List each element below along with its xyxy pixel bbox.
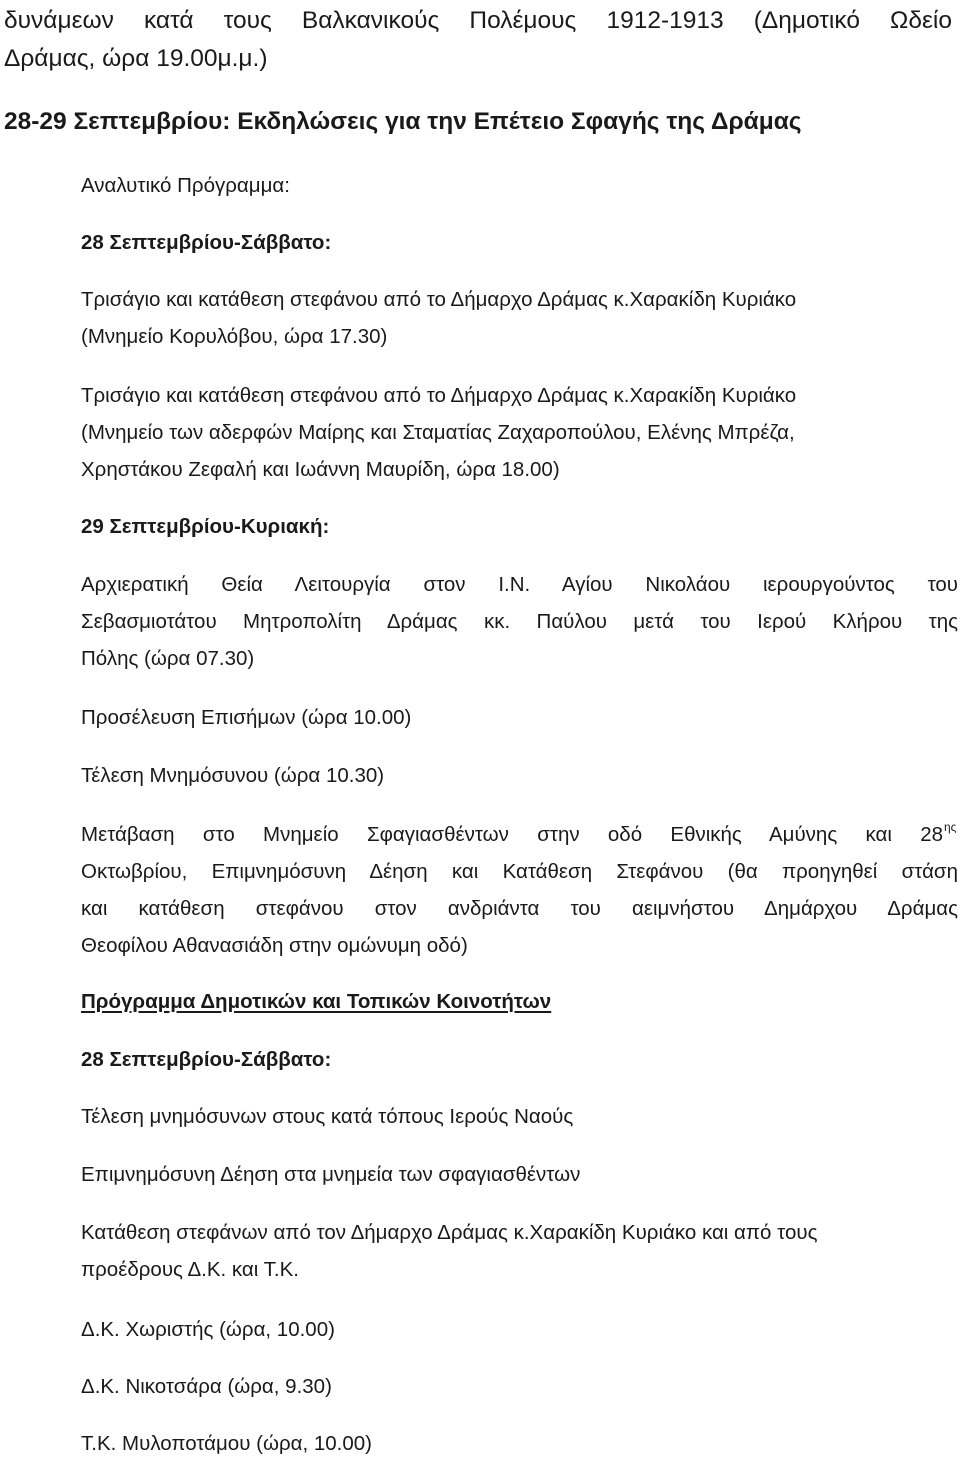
intro-line-1: δυνάμεων κατά τους Βαλκανικούς Πολέμους 1912-1913 (Δημοτικό Ωδείο bbox=[4, 7, 952, 34]
event-title: 28-29 Σεπτεμβρίου: Εκδηλώσεις για την Επέτειο Σφαγής της Δράμας bbox=[4, 108, 802, 135]
arrival-line: Προσέλευση Επισήμων (ώρα 10.00) bbox=[81, 706, 412, 729]
day1-heading: 28 Σεπτεμβρίου-Σάββατο: bbox=[81, 231, 332, 254]
transfer-line-3: και κατάθεση στεφάνου στον ανδριάντα του αειμνήστου Δημάρχου Δράμας bbox=[81, 897, 958, 920]
local-program-heading: 28 Σεπτεμβρίου-Σάββατο: bbox=[81, 1048, 332, 1071]
day1-item1-line2: (Μνημείο Κορυλόβου, ώρα 17.30) bbox=[81, 325, 388, 348]
liturgy-line-1: Αρχιερατική Θεία Λειτουργία στον Ι.Ν. Αγίου Νικολάου ιερουργούντος του bbox=[81, 573, 958, 596]
day1-item2-line2: (Μνημείο των αδερφών Μαίρης και Σταματίας Ζαχαροπούλου, Ελένης Μπρέζα, bbox=[81, 421, 795, 444]
local-program-title: Πρόγραμμα Δημοτικών και Τοπικών Κοινοτήτων bbox=[81, 990, 552, 1013]
transfer-line-1 bbox=[81, 816, 943, 853]
program-label: Αναλυτικό Πρόγραμμα: bbox=[81, 174, 290, 197]
community-mylopotamos: Τ.Κ. Μυλοποτάμου (ώρα, 10.00) bbox=[81, 1432, 372, 1455]
intro-line-2: Δράμας, ώρα 19.00μ.μ.) bbox=[4, 45, 268, 72]
local-item-1: Τέλεση μνημόσυνων στους κατά τόπους Ιερούς Ναούς bbox=[81, 1105, 574, 1128]
day1-item2-line3: Χρηστάκου Ζεφαλή και Ιωάννη Μαυρίδη, ώρα 18.00) bbox=[81, 458, 560, 481]
local-item-3-line-2: προέδρους Δ.Κ. και Τ.Κ. bbox=[81, 1258, 299, 1281]
liturgy-line-3: Πόλης (ώρα 07.30) bbox=[81, 647, 255, 670]
community-choristi: Δ.Κ. Χωριστής (ώρα, 10.00) bbox=[81, 1318, 335, 1341]
day1-item1-line1: Τρισάγιο και κατάθεση στεφάνου από το Δήμαρχο Δράμας κ.Χαρακίδη Κυριάκο bbox=[81, 288, 797, 311]
local-item-2: Επιμνημόσυνη Δέηση στα μνημεία των σφαγιασθέντων bbox=[81, 1163, 581, 1186]
day2-heading: 29 Σεπτεμβρίου-Κυριακή: bbox=[81, 515, 330, 538]
document-page: δυνάμεων κατά τους Βαλκανικούς Πολέμους 1912-1913 (Δημοτικό Ωδείο Δράμας, ώρα 19.00μ.μ.) 28-29 Σεπτεμβρίου: Εκδηλώσεις για την Επέτειο Σφαγής της Δράμας Αναλυτικό Πρόγραμμα: 28 Σεπτεμβρίου-Σάββατο: Τρισάγιο και κατάθεση στεφάνου από το Δήμαρχο Δράμας κ.Χαρακίδη Κυριάκο (Μνημείο Κορυλόβου, ώρα 17.30) Τρισάγιο και κατάθεση στεφάνου από το Δήμαρχο Δράμας κ.Χαρακίδη Κυριάκο (Μνημείο των αδερφών Μαίρης και Σταματίας Ζαχαροπούλου, Ελένης Μπρέζα, Χρηστάκου Ζεφαλή και Ιωάννη Μαυρίδη, ώρα 18.00) 29 Σεπτεμβρίου-Κυριακή: Αρχιερατική Θεία Λειτουργία στον Ι.Ν. Αγίου Νικολάου ιερουργούντος του Σεβασμιοτάτου Μητροπολίτη Δράμας κκ. Παύλου μετά του Ιερού Κλήρου της Πόλης (ώρα 07.30) Προσέλευση Επισήμων (ώρα 10.00) Τέλεση Μνημόσυνου (ώρα 10.30) Μετάβαση στο Μνημείο Σφαγιασθέντων στην οδό Εθνικής Αμύνης και 28 ης Οκτωβρίου, Επιμνημόσυνη Δέηση και Κατάθεση Στεφάνου (θα προηγηθεί στάση και κατάθεση στεφάνου στον ανδριάντα του αειμνήστου Δημάρχου Δράμας Θεοφίλου Αθανασιάδη στην ομώνυμη οδό) Πρόγραμμα Δημοτικών και Τοπικών Κοινοτήτων 28 Σεπτεμβρίου-Σάββατο: Τέλεση μνημόσυνων στους κατά τόπους Ιερούς Ναούς Επιμνημόσυνη Δέηση στα μνημεία των σφαγιασθέντων Κατάθεση στεφάνων από τον Δήμαρχο Δράμας κ.Χαρακίδη Κυριάκο και από τους προέδρους Δ.Κ. και Τ.Κ. Δ.Κ. Χωριστής (ώρα, 10.00) Δ.Κ. Νικοτσάρα (ώρα, 9.30) Τ.Κ. Μυλοποτάμου (ώρα, 10.00) bbox=[0, 0, 960, 1461]
transfer-line-1-text: Μετάβαση στο Μνημείο Σφαγιασθέντων στην οδό Εθνικής Αμύνης και 28 bbox=[81, 823, 943, 846]
transfer-line-2: Οκτωβρίου, Επιμνημόσυνη Δέηση και Κατάθεση Στεφάνου (θα προηγηθεί στάση bbox=[81, 860, 958, 883]
day1-item2-line1: Τρισάγιο και κατάθεση στεφάνου από το Δήμαρχο Δράμας κ.Χαρακίδη Κυριάκο bbox=[81, 384, 797, 407]
liturgy-line-2: Σεβασμιοτάτου Μητροπολίτη Δράμας κκ. Παύλου μετά του Ιερού Κλήρου της bbox=[81, 610, 958, 633]
community-nikotsara: Δ.Κ. Νικοτσάρα (ώρα, 9.30) bbox=[81, 1375, 332, 1398]
transfer-line-4: Θεοφίλου Αθανασιάδη στην ομώνυμη οδό) bbox=[81, 934, 468, 957]
local-item-3-line-1: Κατάθεση στεφάνων από τον Δήμαρχο Δράμας κ.Χαρακίδη Κυριάκο και από τους bbox=[81, 1221, 818, 1244]
memorial-line: Τέλεση Μνημόσυνου (ώρα 10.30) bbox=[81, 764, 385, 787]
